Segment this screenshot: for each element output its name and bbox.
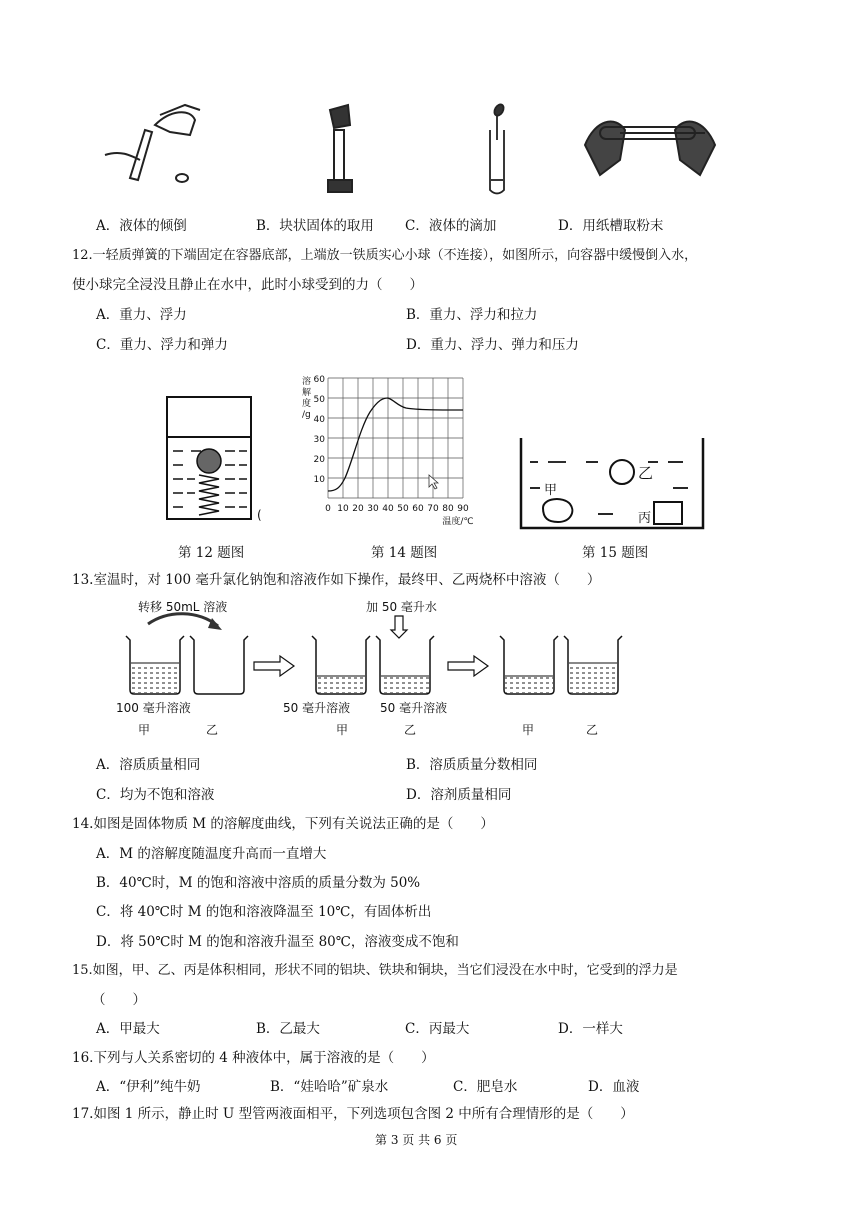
label-add-water: 加 50 毫升水: [366, 600, 437, 614]
q12-stem-line2: 使小球完全浸没且静止在水中，此时小球受到的力（ ）: [72, 277, 423, 293]
q14-option-c: C．将 40℃时 M 的饱和溶液降温至 10℃，有固体析出: [96, 904, 432, 920]
solid-block-taking-figure: [320, 100, 360, 200]
q16-option-b: B．“娃哈哈”矿泉水: [270, 1079, 389, 1095]
q12-option-c: C．重力、浮力和弹力: [96, 337, 228, 353]
label-100ml: 100 毫升溶液: [116, 701, 191, 715]
ytick: 60: [313, 375, 325, 385]
ylabel-char: 溶: [302, 377, 312, 387]
label-bing: 丙: [638, 511, 652, 526]
xtick: 70: [427, 504, 439, 514]
q13-option-b: B．溶质质量分数相同: [406, 757, 538, 773]
q13-option-d: D．溶剂质量相同: [406, 787, 512, 803]
svg-text:(: (: [257, 508, 262, 522]
xtick: 60: [412, 504, 424, 514]
q12-option-d: D．重力、浮力、弹力和压力: [406, 337, 579, 353]
xtick: 90: [457, 504, 469, 514]
q11-option-c: C．液体的滴加: [405, 218, 497, 234]
q15-stem-line2: （ ）: [92, 992, 146, 1008]
ylabel-char: 解: [302, 388, 312, 398]
q12-option-a: A．重力、浮力: [96, 307, 187, 323]
caption-fig15: 第 15 题图: [582, 545, 649, 561]
ytick: 20: [313, 455, 325, 465]
ytick: 10: [313, 475, 325, 485]
xtick: 80: [442, 504, 454, 514]
q14-stem: 14.如图是固体物质 M 的溶解度曲线，下列有关说法正确的是（ ）: [72, 816, 494, 832]
label-yi: 乙: [638, 464, 654, 482]
ylabel-char: /g: [302, 410, 311, 420]
xtick: 40: [382, 504, 394, 514]
solubility-chart-figure: [298, 370, 483, 530]
page-footer: 第 3 页 共 6 页: [375, 1133, 458, 1147]
q15-option-d: D．一样大: [558, 1021, 623, 1037]
q13-stem: 13.室温时，对 100 毫升氯化钠饱和溶液作如下操作，最终甲、乙两烧杯中溶液（ ）: [72, 572, 601, 588]
ytick: 50: [313, 395, 325, 405]
q15-option-c: C．丙最大: [405, 1021, 470, 1037]
xtick: 20: [352, 504, 364, 514]
label-50ml-b: 50 毫升溶液: [380, 701, 448, 715]
xtick: 30: [367, 504, 379, 514]
liquid-dropping-figure: [478, 100, 518, 200]
q16-option-d: D．血液: [588, 1079, 640, 1095]
q12-option-b: B．重力、浮力和拉力: [406, 307, 538, 323]
xtick: 50: [397, 504, 409, 514]
beaker-procedure-figure: [108, 596, 628, 741]
q13-option-a: A．溶质质量相同: [96, 757, 201, 773]
pouring-liquid-figure: [100, 100, 210, 190]
q14-option-d: D．将 50℃时 M 的饱和溶液升温至 80℃，溶液变成不饱和: [96, 934, 459, 950]
label-jia-2: 甲: [336, 723, 349, 737]
ytick: 40: [313, 415, 325, 425]
q11-option-a: A．液体的倾倒: [96, 218, 187, 234]
caption-fig12: 第 12 题图: [178, 545, 245, 561]
xlabel: 温度/℃: [442, 517, 474, 527]
xtick-origin: 0: [325, 504, 331, 514]
caption-fig14: 第 14 题图: [371, 545, 438, 561]
q16-option-a: A．“伊利”纯牛奶: [96, 1079, 201, 1095]
q11-option-d: D．用纸槽取粉末: [558, 218, 664, 234]
q16-option-c: C．肥皂水: [453, 1079, 518, 1095]
xtick: 10: [337, 504, 349, 514]
q14-option-b: B．40℃时，M 的饱和溶液中溶质的质量分数为 50%: [96, 875, 421, 891]
q12-stem-line1: 12.一轻质弹簧的下端固定在容器底部，上端放一铁质实心小球（不连接），如图所示，向容器中缓慢倒入水，: [72, 248, 698, 263]
ytick: 30: [313, 435, 325, 445]
q15-option-a: A．甲最大: [96, 1021, 160, 1037]
solubility-curve: [328, 398, 463, 491]
ylabel: [302, 375, 311, 420]
q11-option-b: B．块状固体的取用: [256, 218, 374, 234]
q17-stem: 17.如图 1 所示，静止时 U 型管两液面相平，下列选项包含图 2 中所有合理情形的是（ ）: [72, 1106, 634, 1122]
label-jia: 甲: [544, 483, 558, 498]
q16-stem: 16.下列与人关系密切的 4 种液体中，属于溶液的是（ ）: [72, 1050, 435, 1066]
label-50ml-a: 50 毫升溶液: [283, 701, 351, 715]
q13-option-c: C．均为不饱和溶液: [96, 787, 215, 803]
q15-option-b: B．乙最大: [256, 1021, 320, 1037]
label-yi-1: 乙: [206, 723, 219, 737]
ylabel-char: 度: [302, 399, 312, 409]
label-jia-3: 甲: [522, 723, 535, 737]
powder-paper-trough-figure: [580, 105, 720, 185]
spring-ball-container-figure: [165, 395, 265, 525]
label-yi-3: 乙: [586, 723, 599, 737]
q15-stem-line1: 15.如图，甲、乙、丙是体积相同，形状不同的铝块、铁块和铜块，当它们浸没在水中时，它受到的浮力是: [72, 963, 678, 978]
label-yi-2: 乙: [404, 723, 417, 737]
q14-option-a: A．M 的溶解度随温度升高而一直增大: [96, 846, 327, 862]
label-jia-1: 甲: [138, 723, 151, 737]
label-transfer: 转移 50mL 溶液: [138, 600, 228, 614]
tank-blocks-figure: [518, 430, 708, 535]
